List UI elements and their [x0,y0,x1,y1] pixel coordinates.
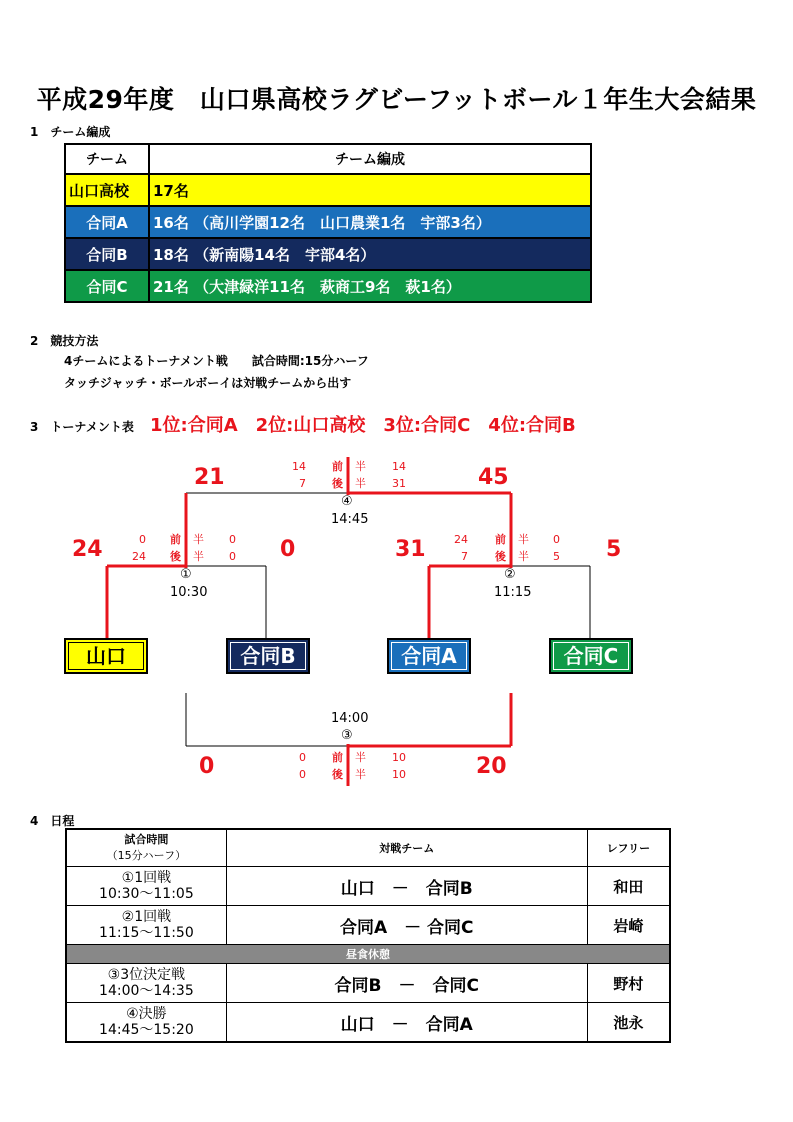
third-first-label: 前 [332,751,343,764]
final-second-label: 後 [332,477,343,490]
semi2-right-h2: 5 [553,550,560,563]
referee-cell: 野村 [587,964,670,1003]
referee-cell: 岩崎 [587,906,670,945]
semi2-left-h2: 7 [461,550,468,563]
final-right-total: 45 [478,465,509,490]
final-half-label-1: 半 [355,460,366,473]
team-name: 合同A [65,206,149,238]
team-box-label: 合同B [230,642,306,670]
lunch-break-row [66,945,670,964]
team-members: 18名 （新南陽14名 宇部4名） [149,238,591,270]
team-members: 16名 （高川学園12名 山口農業1名 宇部3名） [149,206,591,238]
team-box-goudou-b [226,638,310,674]
round-name: ②1回戦 [121,909,172,925]
semi1-right-h1: 0 [229,533,236,546]
final-left-h2: 7 [299,477,306,490]
schedule-match-header: 対戦チーム [226,829,587,867]
match-cell: 山口 － 合同A [226,1003,587,1043]
semi2-left-total: 31 [395,537,426,562]
third-half-label-1: 半 [355,751,366,764]
schedule-time-cell [66,1003,226,1043]
third-left-h1: 0 [299,751,306,764]
semi1-half-label-2: 半 [193,550,204,563]
semi2-first-label: 前 [495,533,506,546]
schedule-ref-header: レフリー [587,829,670,867]
schedule-row [66,964,670,1003]
semi1-half-label-1: 半 [193,533,204,546]
section-team-heading: 1 チーム編成 [30,125,111,139]
semi1-time: 10:30 [170,585,208,600]
semi2-circle-number: ② [504,567,516,582]
section-schedule-heading: 4 日程 [30,814,75,828]
third-right-total: 20 [476,754,507,779]
team-box-yamaguchi [64,638,148,674]
final-right-h1: 14 [392,460,406,473]
round-time: 11:15～11:50 [99,925,194,941]
schedule-time-cell [66,964,226,1003]
semi1-right-total: 0 [280,537,296,562]
schedule-header [66,829,670,867]
team-box-goudou-c [549,638,633,674]
round-name: ④決勝 [126,1006,167,1022]
match-cell: 合同B － 合同C [226,964,587,1003]
final-left-total: 21 [194,465,225,490]
team-members: 17名 [149,174,591,206]
match-cell: 山口 － 合同B [226,867,587,906]
third-right-h2: 10 [392,768,406,781]
final-rankings: 1位:合同A 2位:山口高校 3位:合同C 4位:合同B [150,415,576,436]
team-header-cell: チーム [65,144,149,174]
semi1-first-label: 前 [170,533,181,546]
section-method-heading: 2 競技方法 [30,334,99,348]
third-left-h2: 0 [299,768,306,781]
team-name: 山口高校 [65,174,149,206]
round-name: ③3位決定戦 [107,967,186,983]
semi2-half-label-1: 半 [518,533,529,546]
round-name: ①1回戦 [121,870,172,886]
team-box-label: 合同A [391,642,467,670]
semi1-second-label: 後 [170,550,181,563]
time-header-line-1: 試合時間 [124,833,169,846]
schedule-table [65,828,671,1043]
team-box-label: 合同C [553,642,629,670]
third-time: 14:00 [331,711,369,726]
schedule-row [66,1003,670,1043]
referee-cell: 池永 [587,1003,670,1043]
semi2-right-total: 5 [606,537,622,562]
members-header-cell: チーム編成 [149,144,591,174]
schedule-time-cell [66,867,226,906]
third-second-label: 後 [332,768,343,781]
team-name: 合同B [65,238,149,270]
semi2-time: 11:15 [494,585,532,600]
referee-cell: 和田 [587,867,670,906]
final-left-h1: 14 [292,460,306,473]
semi2-half-label-2: 半 [518,550,529,563]
section-bracket-heading: 3 トーナメント表 [30,420,134,434]
semi1-left-h1: 0 [139,533,146,546]
semi1-left-total: 24 [72,537,103,562]
final-first-label: 前 [332,460,343,473]
team-box-goudou-a [387,638,471,674]
final-circle-number: ④ [341,494,353,509]
semi1-left-h2: 24 [132,550,146,563]
schedule-time-header [66,829,226,867]
semi1-circle-number: ① [180,567,192,582]
final-right-h2: 31 [392,477,406,490]
method-line-2: タッチジャッチ・ボールボーイは対戦チームから出す [64,376,352,390]
team-box-label: 山口 [68,642,144,670]
third-half-label-2: 半 [355,768,366,781]
third-right-h1: 10 [392,751,406,764]
round-time: 14:45～15:20 [99,1022,194,1038]
final-half-label-2: 半 [355,477,366,490]
semi1-right-h2: 0 [229,550,236,563]
final-time: 14:45 [331,512,369,527]
round-time: 10:30～11:05 [99,886,194,902]
semi2-left-h1: 24 [454,533,468,546]
schedule-time-cell [66,906,226,945]
semi2-right-h1: 0 [553,533,560,546]
schedule-row [66,867,670,906]
third-circle-number: ③ [341,728,353,743]
match-cell: 合同A － 合同C [226,906,587,945]
team-name: 合同C [65,270,149,302]
third-left-total: 0 [199,754,215,779]
schedule-row [66,906,670,945]
page-title: 平成29年度 山口県高校ラグビーフットボール１年生大会結果 [36,85,757,114]
round-time: 14:00～14:35 [99,983,194,999]
time-header-line-2: （15分ハーフ） [106,849,187,862]
method-line-1: 4チームによるトーナメント戦 試合時間:15分ハーフ [64,354,369,368]
lunch-break-label: 昼食休憩 [66,945,670,964]
team-members: 21名 （大津緑洋11名 萩商工9名 萩1名） [149,270,591,302]
semi2-second-label: 後 [495,550,506,563]
